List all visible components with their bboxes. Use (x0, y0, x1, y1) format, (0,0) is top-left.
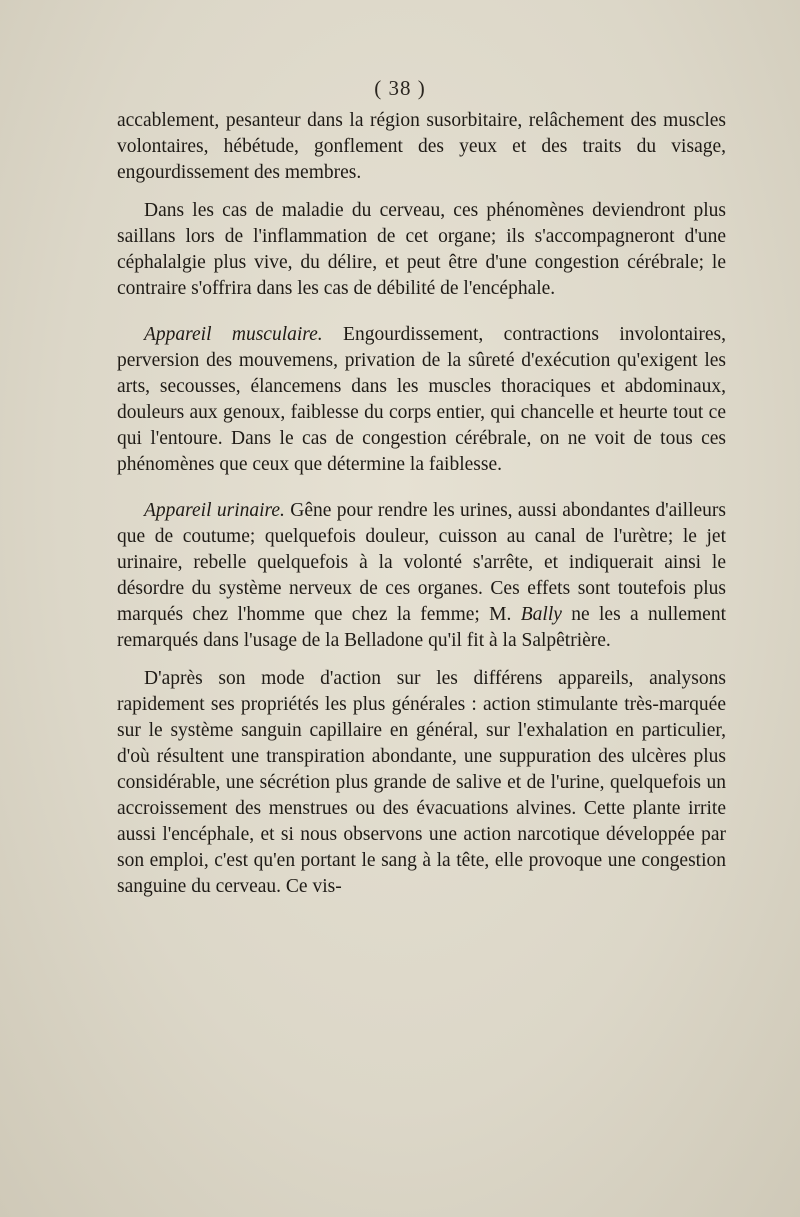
page-number: ( 38 ) (374, 76, 426, 100)
paragraph-1 (117, 108, 726, 186)
paragraph-1-text: accablement, pesanteur dans la région susorbitaire, relâchement des muscles volontaires, hébétude, gonflement des yeux et des traits du visage, engourdissement des membres. (117, 110, 726, 183)
paragraph-urinary-text: Gêne pour rendre les urines, aussi abondantes d'ailleurs que de coutume; quelquefois douleur, cuisson au canal de l'urètre; le jet urinaire, rebelle quelquefois à la volonté s'arrête, et indiquerait ainsi le désordre du système nerveux de ces organes. Ces effets sont toutefois plus marqués chez l'homme que chez la femme; M. (117, 500, 726, 625)
person-name: Bally (520, 604, 562, 625)
paragraph-muscular (117, 322, 726, 478)
paragraph-urinary-tail: ne les a nullement remarqués dans l'usage de la Belladone qu'il fit à la Salpêtrière. (117, 604, 726, 651)
body-text (117, 108, 726, 912)
paragraph-2-text: Dans les cas de maladie du cerveau, ces phénomènes deviendront plus saillans lors de l'inflammation de cet organe; ils s'accompagneront d'une céphalalgie plus vive, du délire, et peut être d'une congestion cérébrale; le contraire s'offrira dans les cas de débilité de l'encéphale. (117, 200, 726, 299)
paragraph-5-text: D'après son mode d'action sur les différens appareils, analysons rapidement ses propriétés les plus générales : action stimulante très-marquée sur le système sanguin capillaire en général, sur l'exhalation en particulier, d'où résultent une transpiration abondante, une suppuration des ulcères plus considérable, une sécrétion plus grande de salive et de l'urine, quelquefois un accroissement des menstrues ou des évacuations alvines. Cette plante irrite aussi l'encéphale, et si nous observons une action narcotique développée par son emploi, c'est qu'en portant le sang à la tête, elle provoque une congestion sanguine du cerveau. Ce vis- (117, 668, 726, 897)
paragraph-muscular-text: Engourdissement, contractions involontaires, perversion des mouvemens, privation de la sûreté d'exécution qu'exigent les arts, secousses, élancemens dans les muscles thoraciques et abdominaux, douleurs aux genoux, faiblesse du corps entier, qui chancelle et heurte tout ce qui l'entoure. Dans le cas de congestion cérébrale, on ne voit de tous ces phénomènes que ceux que détermine la faiblesse. (117, 324, 727, 475)
paragraph-2 (117, 198, 726, 302)
paragraph-urinary (117, 498, 726, 654)
paragraph-5 (117, 666, 726, 900)
section-heading-muscular: Appareil musculaire. (144, 324, 323, 345)
section-heading-urinary: Appareil urinaire. (144, 500, 285, 521)
